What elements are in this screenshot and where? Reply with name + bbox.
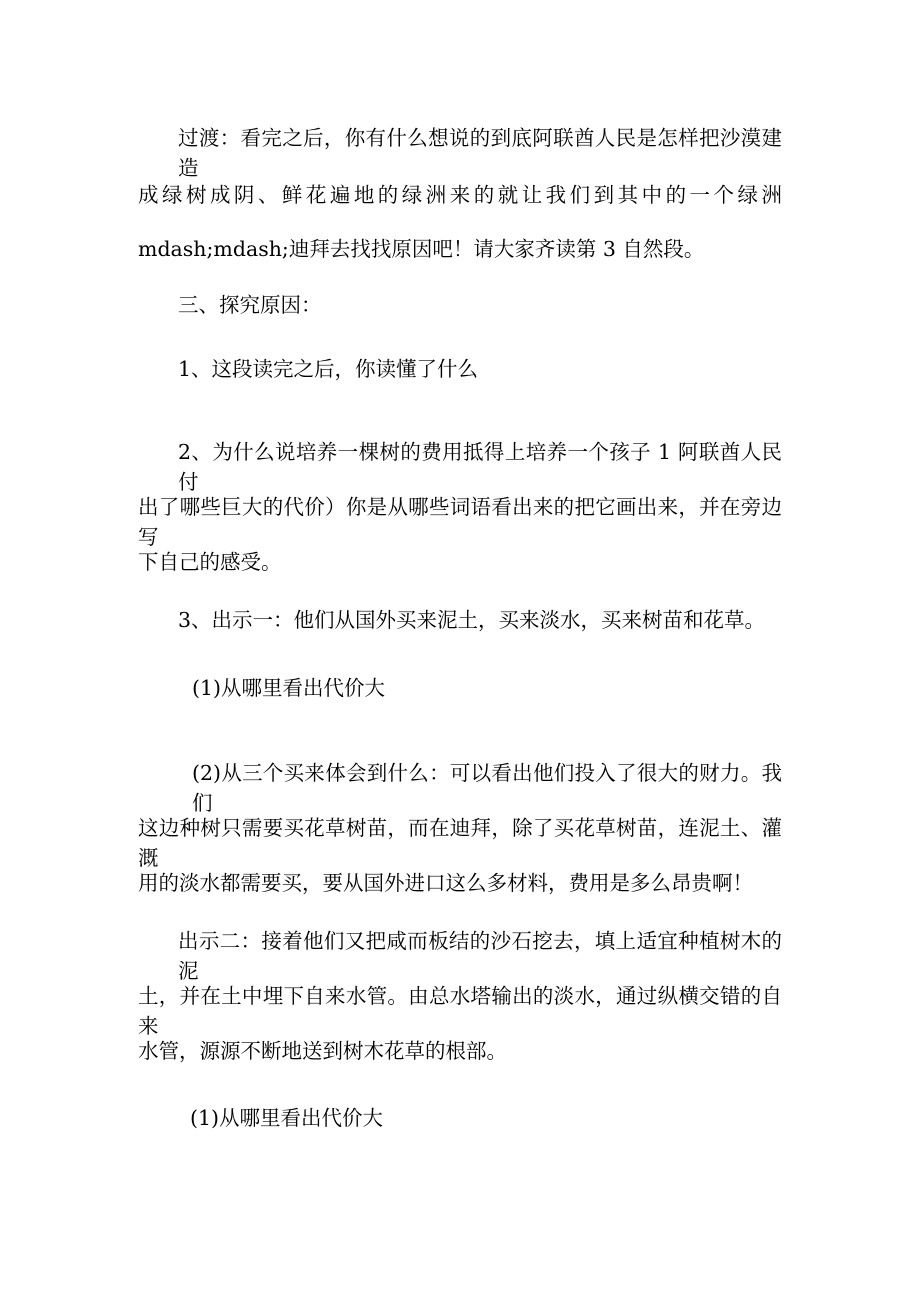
show-2-line-2: 土，并在土中埋下自来水管。由总水塔输出的淡水，通过纵横交错的自来 xyxy=(138,984,782,1038)
question-2-line-3: 用的淡水都需要买，要从国外进口这么多材料，费用是多么昂贵啊！ xyxy=(138,871,753,895)
show-2-line-3: 水管，源源不断地送到树木花草的根部。 xyxy=(138,1039,507,1063)
list-item-2-line-1: 2、为什么说培养一棵树的费用抵得上培养一个孩子 1 阿联酋人民付 xyxy=(178,440,782,494)
list-item-1: 1、这段读完之后，你读懂了什么 xyxy=(178,357,479,381)
list-item-3: 3、出示一：他们从国外买来泥土，买来淡水，买来树苗和花草。 xyxy=(178,608,766,632)
list-item-2-line-3: 下自己的感受。 xyxy=(138,550,282,574)
section-heading: 三、探究原因： xyxy=(178,293,322,317)
question-2-line-1: (2)从三个买来体会到什么：可以看出他们投入了很大的财力。我们 xyxy=(192,761,782,815)
transition-line-2: 成绿树成阴、鲜花遍地的绿洲来的就让我们到其中的一个绿洲 xyxy=(138,183,782,207)
transition-line-3: mdash;mdash;迪拜去找找原因吧！请大家齐读第 3 自然段。 xyxy=(138,237,705,261)
show-2-line-1: 出示二：接着他们又把咸而板结的沙石挖去，填上适宜种植树木的泥 xyxy=(178,929,782,983)
transition-line-1: 过渡：看完之后，你有什么想说的到底阿联酋人民是怎样把沙漠建造 xyxy=(178,126,782,180)
list-item-2-line-2: 出了哪些巨大的代价）你是从哪些词语看出来的把它画出来，并在旁边写 xyxy=(138,495,782,549)
question-1-first: (1)从哪里看出代价大 xyxy=(192,676,386,700)
question-1-second: (1)从哪里看出代价大 xyxy=(190,1106,384,1130)
question-2-line-2: 这边种树只需要买花草树苗，而在迪拜，除了买花草树苗，连泥土、灌溉 xyxy=(138,816,782,870)
